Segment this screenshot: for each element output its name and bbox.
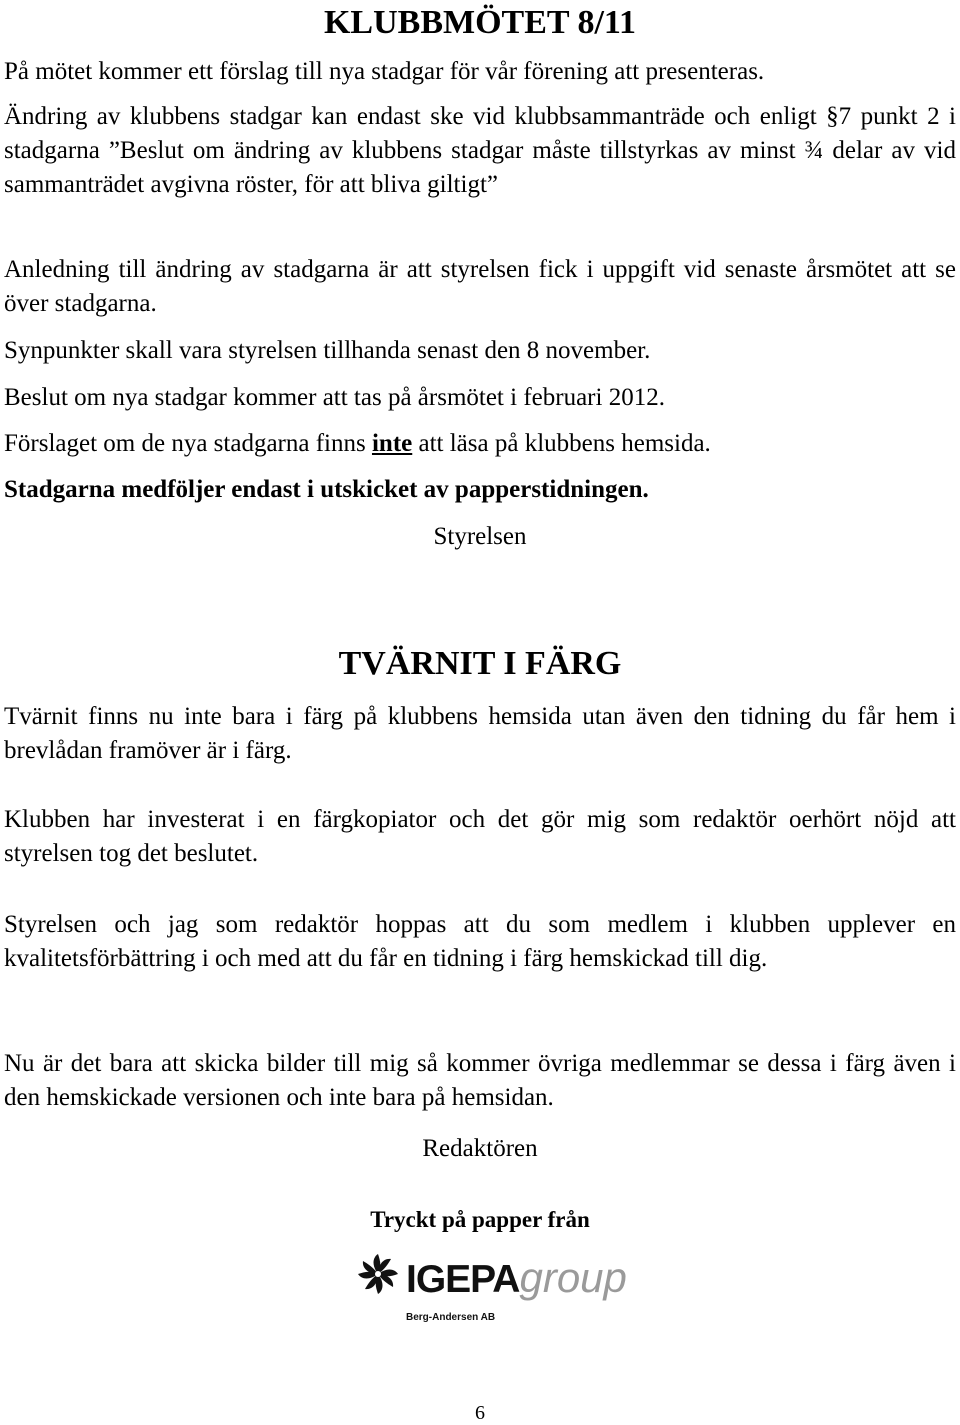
color-article-p3: Styrelsen och jag som redaktör hoppas att du som medlem i klubben upplever en kvalitetsförbättring i och med att du får en tidning i färg hemskickad till dig. (4, 911, 956, 972)
igepa-wordmark-main: IGEPA (406, 1258, 520, 1301)
proposal-note-end: att läsa på klubbens hemsida. (412, 430, 711, 457)
meeting-heading: KLUBBMÖTET 8/11 (323, 4, 637, 41)
meeting-mail-note: Stadgarna medföljer endast i utskicket av papperstidningen. (4, 476, 649, 503)
igepa-wordmark-group: group (519, 1254, 627, 1301)
proposal-note-start: Förslaget om de nya stadgarna finns (4, 430, 372, 457)
igepa-wordmark (406, 1254, 627, 1302)
color-article-heading: TVÄRNIT I FÄRG (338, 645, 622, 682)
meeting-proposal-note (4, 427, 956, 461)
meeting-signature: Styrelsen (433, 523, 527, 550)
igepa-logo (356, 1252, 626, 1332)
meeting-statute-rule: Ändring av klubbens stadgar kan endast ske vid klubbsammanträde och enligt §7 punkt 2 i stadgarna ”Beslut om ändring av klubbens stadgar måste tillstyrkas av minst ¾ delar av vid sammanträdet avgivna röster, för att bliva giltigt” (4, 103, 956, 198)
color-article-signature: Redaktören (422, 1135, 538, 1162)
igepa-pinwheel-icon (356, 1252, 400, 1296)
meeting-comments-deadline: Synpunkter skall vara styrelsen tillhanda senast den 8 november. (4, 337, 651, 364)
proposal-note-emphasis: inte (371, 430, 413, 457)
meeting-intro: På mötet kommer ett förslag till nya stadgar för vår förening att presenteras. (4, 58, 765, 85)
meeting-reason: Anledning till ändring av stadgarna är att styrelsen fick i uppgift vid senaste årsmötet att se över stadgarna. (4, 256, 956, 317)
igepa-subtitle: Berg-Andersen AB (406, 1312, 496, 1323)
color-article-p4: Nu är det bara att skicka bilder till mig så kommer övriga medlemmar se dessa i färg även i den hemskickade versionen och inte bara på hemsidan. (4, 1050, 956, 1111)
color-article-p1: Tvärnit finns nu inte bara i färg på klubbens hemsida utan även den tidning du får hem i brevlådan framöver är i färg. (4, 703, 956, 764)
meeting-decision-date: Beslut om nya stadgar kommer att tas på årsmötet i februari 2012. (4, 384, 665, 411)
sponsor-label: Tryckt på papper från (370, 1207, 590, 1232)
color-article-p2: Klubben har investerat i en färgkopiator och det gör mig som redaktör oerhört nöjd att styrelsen tog det beslutet. (4, 806, 956, 867)
page-number: 6 (475, 1402, 485, 1424)
